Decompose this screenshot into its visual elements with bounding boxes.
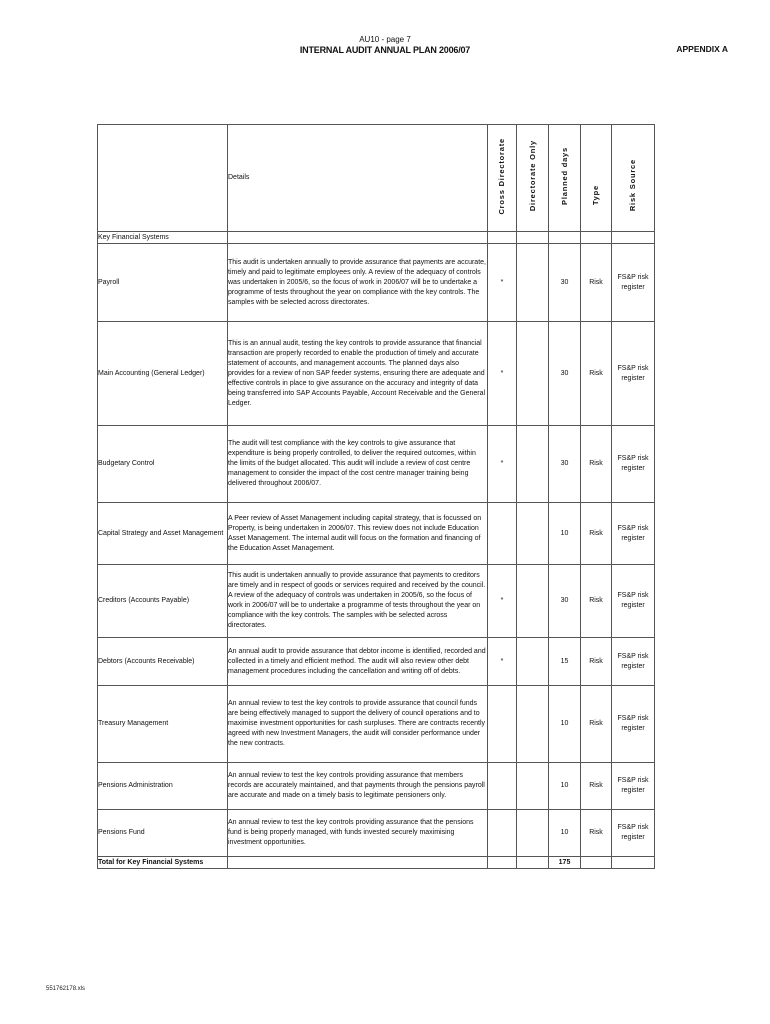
system-name: Main Accounting (General Ledger)	[98, 322, 228, 426]
system-details: An annual review to test the key controls providing assurance that members records are accurately maintained, and that payments through the pensions payroll are accurate and made on a timely basis to legitimate pensioners only.	[228, 763, 488, 810]
empty-cell	[517, 857, 549, 869]
risk-source-value: FS&P risk register	[612, 503, 655, 565]
section-title: Key Financial Systems	[98, 232, 228, 244]
risk-source-value: FS&P risk register	[612, 244, 655, 322]
directorate-only-mark	[517, 638, 549, 686]
system-details: This audit is undertaken annually to provide assurance that payments to creditors are timely and in respect of goods or services required and received by the council. A review of the adequacy of controls was undertaken in 2005/6, so the focus of work in 2006/07 will be to undertake a programme of tests throughout the year on compliance with the key controls. The samples with be selected across directorates.	[228, 565, 488, 638]
risk-source-value: FS&P risk register	[612, 322, 655, 426]
table-row	[98, 810, 655, 857]
cross-directorate-mark	[488, 686, 517, 763]
system-details: This audit is undertaken annually to provide assurance that payments are accurate, timely and paid to legitimate employees only. A review of the adequacy of controls was undertaken in 2005/6, so the focus of work in 2006/07 will be to undertake a programme of tests throughout the year on compliance with the key controls. The samples with be selected across directorates.	[228, 244, 488, 322]
total-row	[98, 857, 655, 869]
cross-directorate-mark	[488, 763, 517, 810]
header-risk-source	[612, 125, 655, 232]
directorate-only-mark	[517, 565, 549, 638]
planned-days-value: 30	[549, 426, 581, 503]
type-value: Risk	[581, 763, 612, 810]
appendix-label: APPENDIX A	[676, 44, 728, 54]
directorate-only-mark	[517, 810, 549, 857]
cross-directorate-mark	[488, 810, 517, 857]
system-details: This is an annual audit, testing the key controls to provide assurance that financial transaction are properly recorded to enable the production of timely and accurate statement of accounts, and management accounts. The planned days also provides for a review of non SAP feeder systems, ensuring there are adequate and effective controls in place to give assurance on the accuracy and integrity of data being transferred into SAP Accounts Payable, Account Receivable and the General Ledger.	[228, 322, 488, 426]
type-value: Risk	[581, 638, 612, 686]
system-details: An annual audit to provide assurance that debtor income is identified, recorded and collected in a timely and efficient method. The audit will also review other debt management procedures including the cancellation and writing off of debts.	[228, 638, 488, 686]
table-row	[98, 426, 655, 503]
cross-directorate-mark: *	[488, 426, 517, 503]
cross-directorate-mark: *	[488, 322, 517, 426]
directorate-only-mark	[517, 322, 549, 426]
cross-directorate-mark	[488, 503, 517, 565]
planned-days-value: 10	[549, 503, 581, 565]
header-directorate-only-label: Directorate Only	[527, 140, 537, 212]
table-header-row	[98, 125, 655, 232]
system-details: An annual review to test the key controls to provide assurance that council funds are being effectively managed to support the delivery of council operations and to maximise investment opportunities for cash surpluses. There are contracts recently agreed with new Investment Managers, the audit will consider performance under the new contracts.	[228, 686, 488, 763]
empty-cell	[581, 857, 612, 869]
file-name: 551762178.xls	[46, 986, 86, 992]
system-name: Debtors (Accounts Receivable)	[98, 638, 228, 686]
cross-directorate-mark: *	[488, 244, 517, 322]
type-value: Risk	[581, 565, 612, 638]
system-name: Creditors (Accounts Payable)	[98, 565, 228, 638]
planned-days-value: 10	[549, 686, 581, 763]
header-directorate-only	[517, 125, 549, 232]
section-title-row	[98, 232, 655, 244]
header-type-label: Type	[591, 184, 600, 206]
empty-cell	[612, 232, 655, 244]
system-details: The audit will test compliance with the key controls to give assurance that expenditure is being properly controlled, to deliver the required outcomes, within the limits of the budget allocated. This audit will include a review of cost centre management to consider the impact of the cost centre manager training being delivered throughout 2006/07.	[228, 426, 488, 503]
risk-source-value: FS&P risk register	[612, 686, 655, 763]
document-title: INTERNAL AUDIT ANNUAL PLAN 2006/07	[299, 45, 471, 55]
header-planned-days-label: Planned days	[559, 147, 569, 205]
planned-days-value: 30	[549, 322, 581, 426]
cross-directorate-mark: *	[488, 565, 517, 638]
system-name: Pensions Administration	[98, 763, 228, 810]
system-name: Payroll	[98, 244, 228, 322]
table-row	[98, 565, 655, 638]
empty-cell	[488, 232, 517, 244]
empty-cell	[612, 857, 655, 869]
system-details: A Peer review of Asset Management including capital strategy, that is focussed on Property, is being undertaken in 2006/07. This review does not include Education Asset Management. The internal audit will focus on the formation and financing of the Education Asset Management.	[228, 503, 488, 565]
type-value: Risk	[581, 244, 612, 322]
directorate-only-mark	[517, 503, 549, 565]
empty-cell	[517, 232, 549, 244]
table-row	[98, 503, 655, 565]
risk-source-value: FS&P risk register	[612, 763, 655, 810]
planned-days-value: 15	[549, 638, 581, 686]
planned-days-value: 10	[549, 763, 581, 810]
total-label: Total for Key Financial Systems	[98, 857, 228, 869]
system-name: Capital Strategy and Asset Management	[98, 503, 228, 565]
risk-source-value: FS&P risk register	[612, 810, 655, 857]
directorate-only-mark	[517, 426, 549, 503]
type-value: Risk	[581, 426, 612, 503]
risk-source-value: FS&P risk register	[612, 565, 655, 638]
type-value: Risk	[581, 503, 612, 565]
total-days-value: 175	[549, 857, 581, 869]
empty-cell	[488, 857, 517, 869]
planned-days-value: 10	[549, 810, 581, 857]
table-row	[98, 638, 655, 686]
empty-cell	[228, 232, 488, 244]
header-cross-directorate-label: Cross Directorate	[497, 137, 506, 215]
type-value: Risk	[581, 322, 612, 426]
empty-cell	[549, 232, 581, 244]
type-value: Risk	[581, 810, 612, 857]
directorate-only-mark	[517, 244, 549, 322]
risk-source-value: FS&P risk register	[612, 426, 655, 503]
header-planned-days	[549, 125, 581, 232]
type-value: Risk	[581, 686, 612, 763]
directorate-only-mark	[517, 763, 549, 810]
header-risk-source-label: Risk Source	[628, 159, 637, 212]
header-cross-directorate	[488, 125, 517, 232]
cross-directorate-mark: *	[488, 638, 517, 686]
risk-source-value: FS&P risk register	[612, 638, 655, 686]
planned-days-value: 30	[549, 244, 581, 322]
audit-plan-table	[97, 124, 655, 869]
system-details: An annual review to test the key controls providing assurance that the pensions fund is being properly managed, with funds invested securely maximising investment opportunities.	[228, 810, 488, 857]
empty-cell	[581, 232, 612, 244]
directorate-only-mark	[517, 686, 549, 763]
page-label: AU10 - page 7	[359, 35, 411, 44]
header-system	[98, 125, 228, 232]
system-name: Treasury Management	[98, 686, 228, 763]
system-name: Pensions Fund	[98, 810, 228, 857]
header-details	[228, 125, 488, 232]
table-row	[98, 686, 655, 763]
planned-days-value: 30	[549, 565, 581, 638]
system-name: Budgetary Control	[98, 426, 228, 503]
table-row	[98, 322, 655, 426]
empty-cell	[228, 857, 488, 869]
header-details-label: Details	[228, 174, 250, 181]
header-type	[581, 125, 612, 232]
table-row	[98, 244, 655, 322]
table-row	[98, 763, 655, 810]
